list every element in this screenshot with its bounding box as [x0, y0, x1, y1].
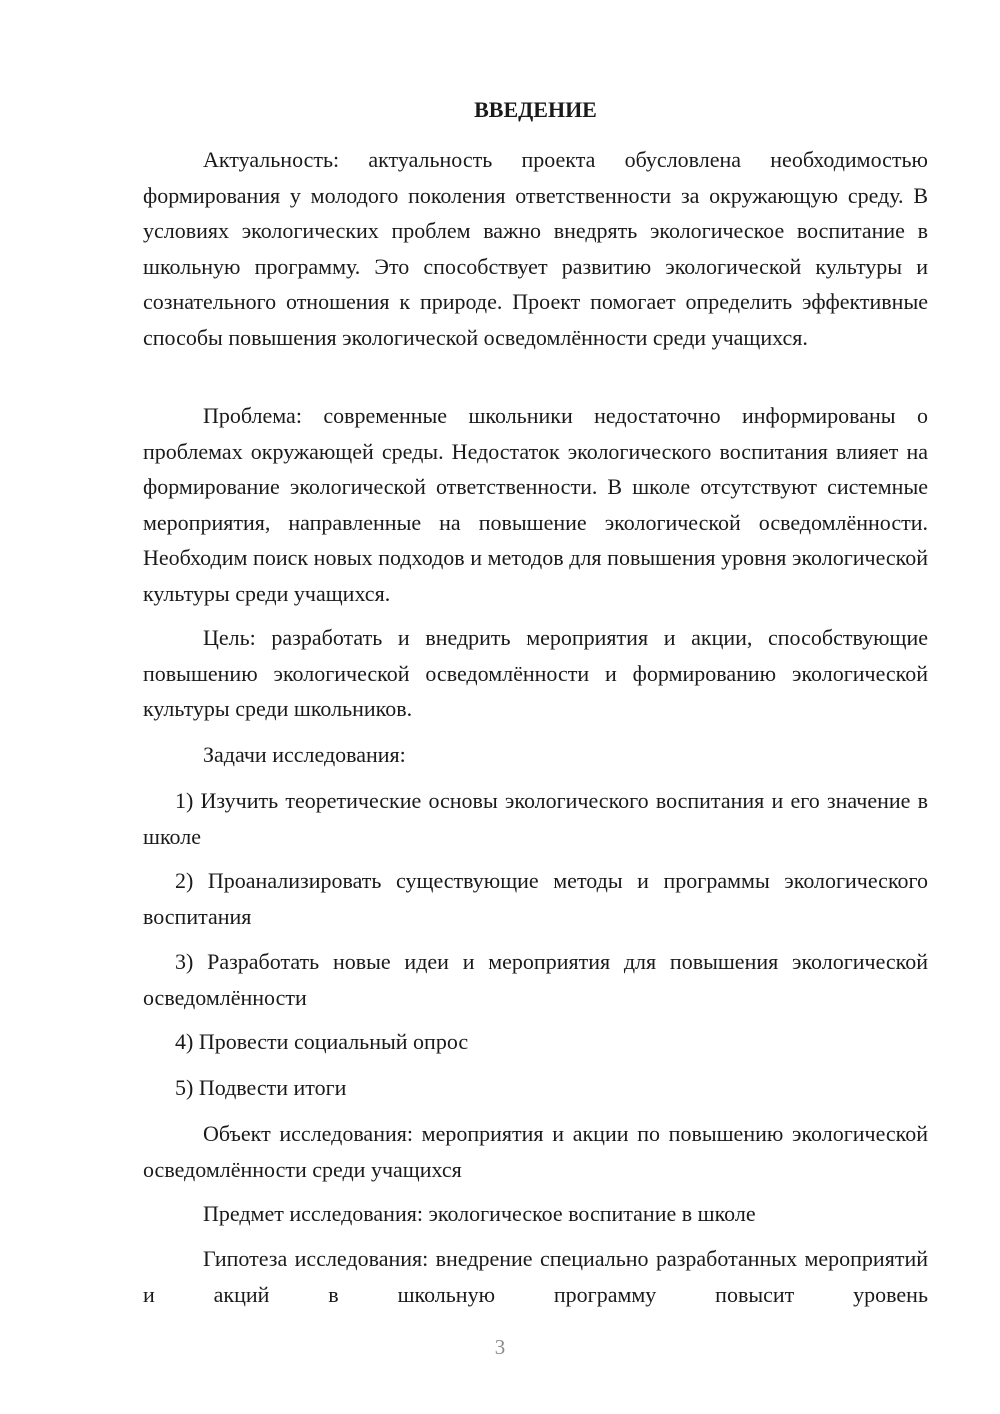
paragraph-problem: Проблема: современные школьники недостаточно информированы о проблемах окружающей среды. Недостаток экологического воспитания влияет на формирование экологической ответственности. В школе отсутствуют системные мероприятия, направленные на повышение экологической осведомлённости. Необходим поиск новых подходов и методов для повышения уровня экологической культуры среди учащихся. [143, 403, 928, 606]
task-item-4: 4) Провести социальный опрос [175, 1029, 469, 1054]
paragraph-object: Объект исследования: мероприятия и акции по повышению экологической осведомлённости среди учащихся [143, 1121, 928, 1182]
task-item-1: 1) Изучить теоретические основы экологического воспитания и его значение в школе [143, 788, 928, 849]
paragraph-hypothesis: Гипотеза исследования: внедрение специально разработанных мероприятий и акций в школьную программу повысит уровень [143, 1246, 928, 1307]
page-number: 3 [494, 1335, 506, 1359]
task-item-3: 3) Разработать новые идеи и мероприятия для повышения экологической осведомлённости [143, 949, 928, 1010]
paragraph-relevance: Актуальность: актуальность проекта обусловлена необходимостью формирования у молодого поколения ответственности за окружающую среду. В условиях экологических проблем важно внедрять экологическое воспитание в школьную программу. Это способствует развитию экологической культуры и сознательного отношения к природе. Проект помогает определить эффективные способы повышения экологической осведомлённости среди учащихся. [143, 147, 928, 350]
tasks-heading: Задачи исследования: [203, 742, 406, 767]
paragraph-subject: Предмет исследования: экологическое воспитание в школе [203, 1201, 756, 1226]
page-heading: ВВЕДЕНИЕ [474, 97, 597, 122]
task-item-5: 5) Подвести итоги [175, 1075, 347, 1100]
task-item-2: 2) Проанализировать существующие методы и программы экологического воспитания [143, 868, 928, 929]
paragraph-goal: Цель: разработать и внедрить мероприятия и акции, способствующие повышению экологической осведомлённости и формированию экологической культуры среди школьников. [143, 625, 928, 721]
